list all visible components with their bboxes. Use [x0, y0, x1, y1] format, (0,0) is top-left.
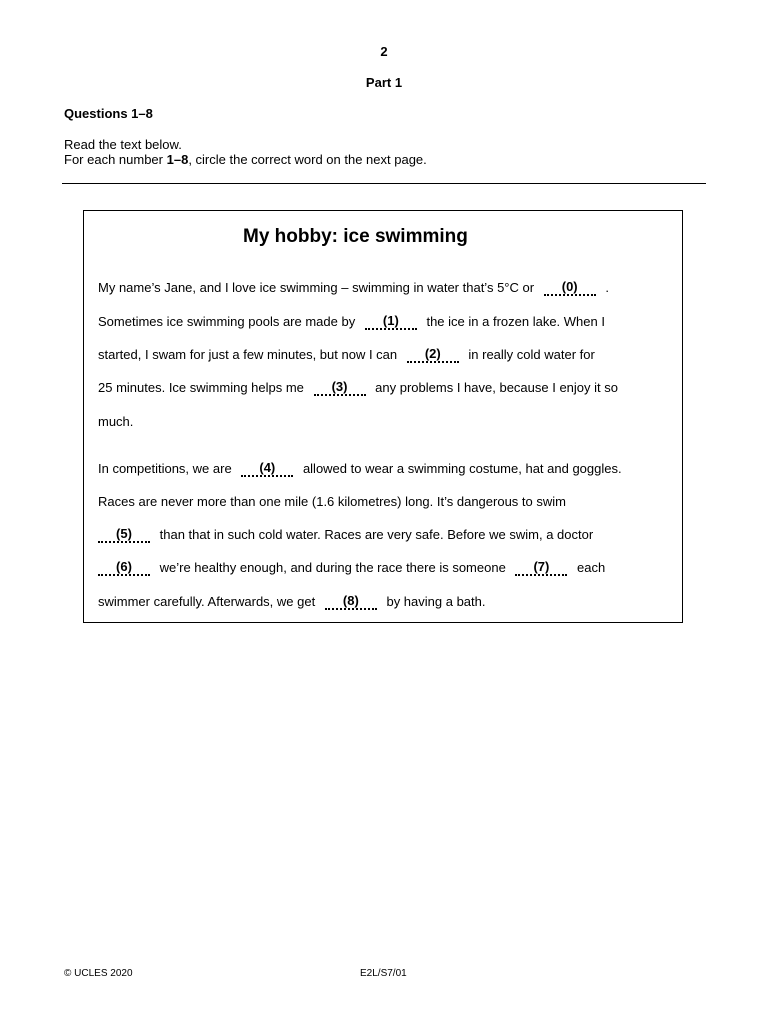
instruction-range: 1–8 — [166, 152, 189, 167]
gap-4: (4) — [241, 460, 293, 478]
page-number: 2 — [380, 44, 388, 59]
article-line-1 — [98, 279, 609, 297]
article-text: the ice in a frozen lake. When I — [426, 314, 605, 329]
gap-7: (7) — [515, 559, 567, 577]
gap-2: (2) — [407, 346, 459, 364]
gap-8: (8) — [325, 593, 377, 611]
part-title: Part 1 — [365, 75, 403, 90]
article-text: My name’s Jane, and I love ice swimming – swimming in water that’s 5°C or — [98, 280, 535, 295]
article-text: Sometimes ice swimming pools are made by — [98, 314, 356, 329]
article-line-7 — [98, 493, 566, 511]
footer-copyright: © UCLES 2020 — [64, 968, 133, 979]
article-text: In competitions, we are — [98, 461, 232, 476]
gap-1: (1) — [365, 313, 417, 331]
article-text: any problems I have, because I enjoy it so — [375, 380, 618, 395]
article-text: in really cold water for — [468, 347, 595, 362]
article-text: Races are never more than one mile (1.6 kilometres) long. It’s dangerous to swim — [98, 494, 566, 509]
article-line-2 — [98, 313, 605, 331]
article-text: 25 minutes. Ice swimming helps me — [98, 380, 304, 395]
instruction-line-1: Read the text below. — [64, 137, 182, 152]
questions-heading: Questions 1–8 — [64, 106, 153, 121]
footer-code: E2L/S7/01 — [360, 968, 407, 979]
instruction-text: , circle the correct word on the next page. — [188, 152, 427, 167]
article-text: swimmer carefully. Afterwards, we get — [98, 594, 316, 609]
gap-3: (3) — [314, 379, 366, 397]
article-line-6 — [98, 460, 622, 478]
article-text: than that in such cold water. Races are very safe. Before we swim, a doctor — [159, 527, 594, 542]
gap-6: (6) — [98, 559, 150, 577]
article-text: allowed to wear a swimming costume, hat and goggles. — [302, 461, 622, 476]
divider — [62, 183, 706, 184]
article-text: we’re healthy enough, and during the race there is someone — [159, 560, 506, 575]
instruction-text: For each number — [64, 152, 167, 167]
article-line-4 — [98, 379, 618, 397]
gap-0: (0) — [544, 279, 596, 297]
article-text: by having a bath. — [386, 594, 486, 609]
article-line-8 — [98, 526, 593, 544]
article-line-5 — [98, 413, 133, 431]
instruction-line-2 — [64, 152, 427, 167]
article-text: started, I swam for just a few minutes, but now I can — [98, 347, 398, 362]
article-text: much. — [98, 414, 134, 429]
article-text: . — [605, 280, 609, 295]
instructions — [64, 137, 427, 167]
article-text: each — [577, 560, 606, 575]
gap-5: (5) — [98, 526, 150, 544]
article-line-9 — [98, 559, 605, 577]
article-line-3 — [98, 346, 595, 364]
article-line-10 — [98, 593, 486, 611]
article-title: My hobby: ice swimming — [243, 226, 468, 247]
